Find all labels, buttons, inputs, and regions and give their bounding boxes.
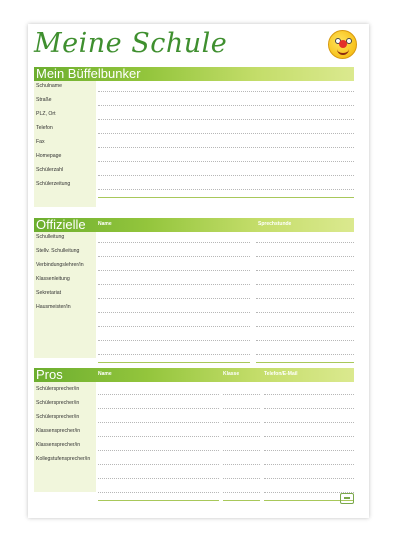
form-field-line[interactable]: [98, 450, 219, 451]
row-label: Schulname: [36, 83, 62, 89]
column-header-office-hours: Sprechstunde: [258, 221, 292, 227]
form-field-line[interactable]: [98, 147, 354, 148]
form-field-line[interactable]: [264, 408, 354, 409]
form-field-line[interactable]: [223, 408, 260, 409]
section-title: Mein Büffelbunker: [36, 66, 141, 81]
form-field-line[interactable]: [264, 394, 354, 395]
section-header: [34, 67, 354, 81]
section-header: [34, 218, 354, 232]
row-label: Klassensprecher/in: [36, 442, 81, 448]
row-label: Telefon: [36, 125, 53, 131]
section-bottom-rule: [98, 197, 354, 198]
column-header-class: Klasse: [223, 371, 240, 377]
form-field-line[interactable]: [256, 284, 354, 285]
form-field-line[interactable]: [98, 91, 354, 92]
form-field-line[interactable]: [223, 436, 260, 437]
column-header-phone-email: Telefon/E-Mail: [264, 371, 298, 377]
row-label: Homepage: [36, 153, 62, 159]
row-label: Kollegstufensprecher/in: [36, 456, 91, 462]
row-label: PLZ, Ort: [36, 111, 56, 117]
section-officials: [34, 218, 354, 358]
form-field-line[interactable]: [264, 450, 354, 451]
column-header-name: Name: [98, 371, 112, 377]
form-field-line[interactable]: [98, 436, 219, 437]
form-field-line[interactable]: [223, 422, 260, 423]
section-title: Offizielle: [36, 217, 86, 232]
form-field-line[interactable]: [98, 340, 250, 341]
form-field-line[interactable]: [223, 478, 260, 479]
form-field-line[interactable]: [98, 284, 250, 285]
row-label: Straße: [36, 97, 52, 103]
label-column: [34, 382, 96, 492]
worksheet-page: [28, 24, 369, 518]
form-field-line[interactable]: [256, 270, 354, 271]
row-label: Schülersprecher/in: [36, 400, 80, 406]
form-field-line[interactable]: [98, 175, 354, 176]
print-icon-slot: [344, 497, 350, 499]
form-field-line[interactable]: [98, 105, 354, 106]
row-label: Klassenleitung: [36, 276, 70, 282]
section-bottom-rule: [98, 500, 219, 501]
form-field-line[interactable]: [98, 256, 250, 257]
row-label: Stellv. Schulleitung: [36, 248, 80, 254]
clown-face-icon: [328, 30, 357, 59]
form-field-line[interactable]: [98, 492, 219, 493]
row-label: Schülerzahl: [36, 167, 64, 173]
form-field-line[interactable]: [256, 312, 354, 313]
mascot-mouth: [337, 49, 349, 55]
row-label: Hausmeister/in: [36, 304, 71, 310]
form-field-line[interactable]: [264, 464, 354, 465]
form-field-line[interactable]: [264, 478, 354, 479]
form-field-line[interactable]: [256, 298, 354, 299]
form-field-line[interactable]: [256, 326, 354, 327]
row-label: Fax: [36, 139, 45, 145]
row-label: Schülersprecher/in: [36, 414, 80, 420]
mascot-nose: [339, 40, 347, 48]
form-field-line[interactable]: [98, 119, 354, 120]
section-bottom-rule: [98, 362, 250, 363]
form-field-line[interactable]: [98, 354, 250, 355]
form-field-line[interactable]: [256, 256, 354, 257]
section-bottom-rule: [223, 500, 260, 501]
form-field-line[interactable]: [98, 464, 219, 465]
row-label: Schülersprecher/in: [36, 386, 80, 392]
form-field-line[interactable]: [98, 133, 354, 134]
form-field-line[interactable]: [98, 326, 250, 327]
section-pros: [34, 368, 354, 492]
form-field-line[interactable]: [98, 312, 250, 313]
form-field-line[interactable]: [223, 450, 260, 451]
section-header: [34, 368, 354, 382]
row-label: Sekretariat: [36, 290, 62, 296]
form-field-line[interactable]: [98, 478, 219, 479]
form-field-line[interactable]: [264, 436, 354, 437]
section-title: Pros: [36, 367, 63, 382]
section-bottom-rule: [256, 362, 354, 363]
form-field-line[interactable]: [264, 422, 354, 423]
form-field-line[interactable]: [98, 408, 219, 409]
row-label: Verbindungslehrer/in: [36, 262, 84, 268]
row-label: Klassensprecher/in: [36, 428, 81, 434]
section-school: [34, 67, 354, 207]
form-field-line[interactable]: [223, 394, 260, 395]
form-field-line[interactable]: [98, 298, 250, 299]
column-header-name: Name: [98, 221, 112, 227]
form-field-line[interactable]: [98, 422, 219, 423]
row-label: Schülerzeitung: [36, 181, 71, 187]
form-field-line[interactable]: [98, 394, 219, 395]
form-field-line[interactable]: [98, 161, 354, 162]
row-label: Schulleitung: [36, 234, 65, 240]
form-field-line[interactable]: [98, 270, 250, 271]
form-field-line[interactable]: [98, 242, 250, 243]
form-field-line[interactable]: [223, 492, 260, 493]
form-field-line[interactable]: [256, 242, 354, 243]
form-field-line[interactable]: [256, 340, 354, 341]
print-icon: [340, 493, 354, 504]
form-field-line[interactable]: [256, 354, 354, 355]
form-field-line[interactable]: [98, 189, 354, 190]
form-field-line[interactable]: [223, 464, 260, 465]
page-title: Meine Schule: [34, 28, 228, 59]
